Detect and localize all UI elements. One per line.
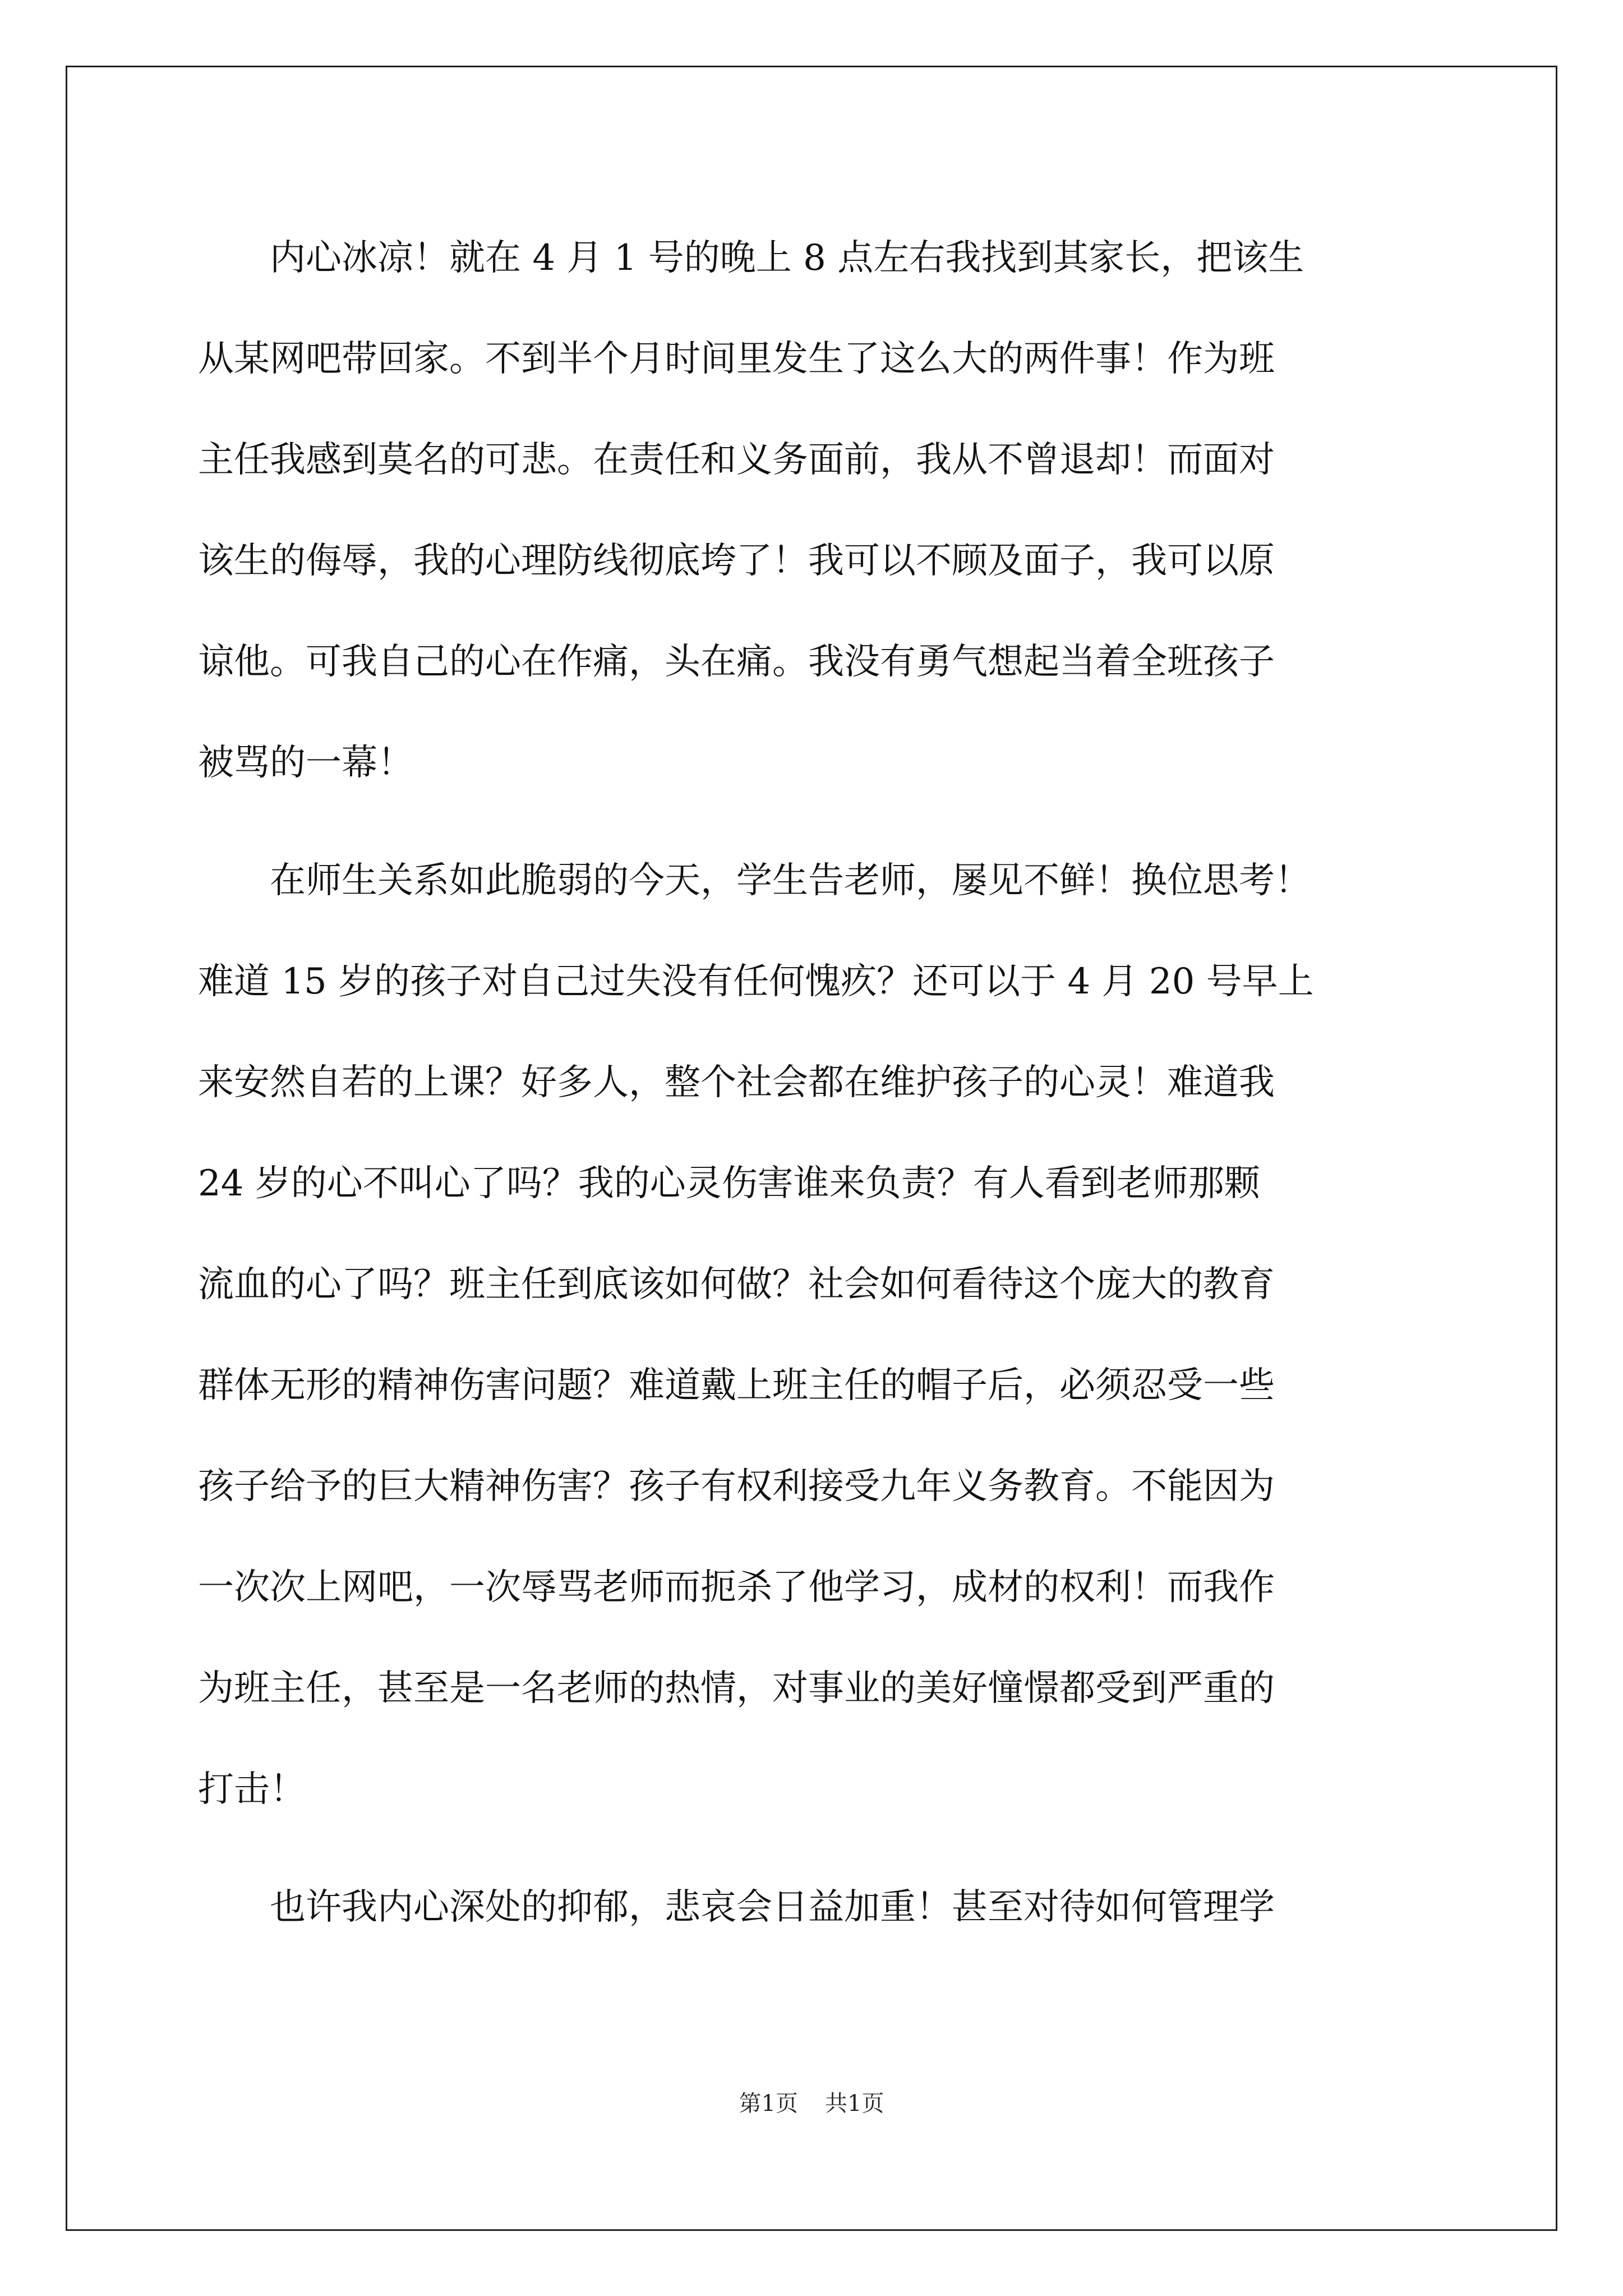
text-line: 被骂的一幕！ <box>198 742 413 784</box>
text-line: 孩子给予的巨大精神伤害？孩子有权利接受九年义务教育。不能因为 <box>198 1466 1275 1507</box>
text-line: 流血的心了吗？班主任到底该如何做？社会如何看待这个庞大的教育 <box>198 1264 1275 1305</box>
text-line: 内心冰凉！就在 4 月 1 号的晚上 8 点左右我找到其家长，把该生 <box>270 237 1304 279</box>
paragraph <box>198 830 1432 1840</box>
paragraph-gap <box>198 813 1432 830</box>
text-line: 主任我感到莫名的可悲。在责任和义务面前，我从不曾退却！而面对 <box>198 439 1275 481</box>
text-line: 谅他。可我自己的心在作痛，头在痛。我没有勇气想起当着全班孩子 <box>198 641 1275 683</box>
text-line: 一次次上网吧，一次辱骂老师而扼杀了他学习，成材的权利！而我作 <box>198 1567 1275 1608</box>
text-line: 难道 15 岁的孩子对自己过失没有任何愧疚？还可以于 4 月 20 号早上 <box>198 961 1314 1002</box>
text-line: 24 岁的心不叫心了吗？我的心灵伤害谁来负责？有人看到老师那颗 <box>198 1163 1260 1204</box>
text-line: 在师生关系如此脆弱的今天，学生告老师，屡见不鲜！换位思考！ <box>270 860 1311 901</box>
paragraph <box>198 1857 1432 1958</box>
document-body <box>198 208 1432 1958</box>
text-line: 该生的侮辱，我的心理防线彻底垮了！我可以不顾及面子，我可以原 <box>198 540 1275 582</box>
text-line: 从某网吧带回家。不到半个月时间里发生了这么大的两件事！作为班 <box>198 338 1275 380</box>
text-line: 也许我内心深处的抑郁，悲哀会日益加重！甚至对待如何管理学 <box>270 1887 1275 1928</box>
page-footer <box>0 2086 1623 2118</box>
page-number: 第1页 <box>739 2091 798 2116</box>
paragraph <box>198 208 1432 813</box>
paragraph-gap <box>198 1840 1432 1857</box>
text-line: 群体无形的精神伤害问题？难道戴上班主任的帽子后，必须忍受一些 <box>198 1365 1275 1406</box>
page-total: 共1页 <box>825 2091 884 2116</box>
text-line: 打击！ <box>198 1769 306 1810</box>
text-line: 为班主任，甚至是一名老师的热情，对事业的美好憧憬都受到严重的 <box>198 1668 1275 1709</box>
text-line: 来安然自若的上课？好多人，整个社会都在维护孩子的心灵！难道我 <box>198 1062 1275 1103</box>
